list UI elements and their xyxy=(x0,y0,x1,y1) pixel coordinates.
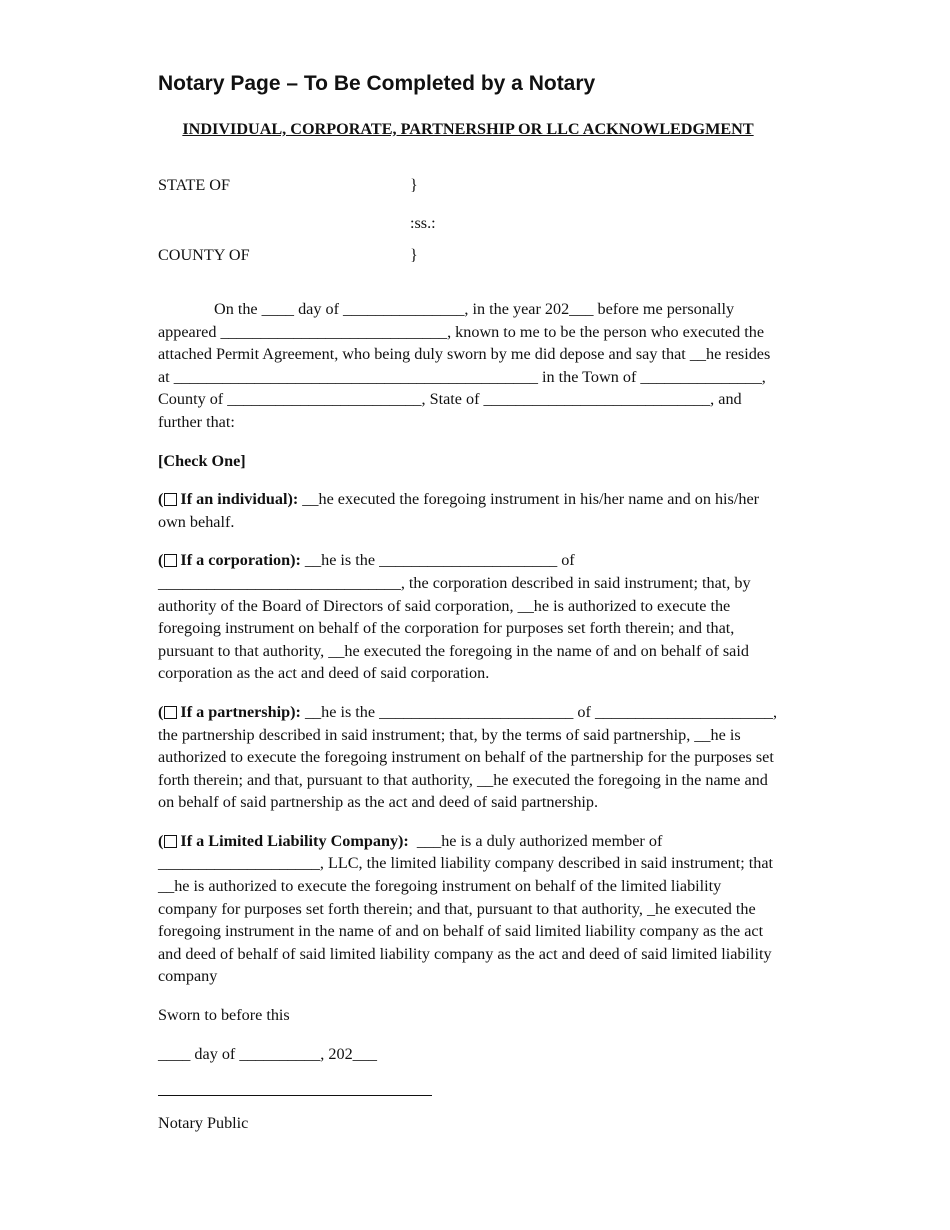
option-llc xyxy=(158,830,778,988)
option-individual-text: __he executed the foregoing instrument in his/her name and on his/her own behalf. xyxy=(158,490,760,531)
option-corporation-label: If a corporation): xyxy=(180,551,301,570)
sworn-label: Sworn to before this xyxy=(158,1006,290,1025)
option-individual-paren: ( xyxy=(158,490,164,509)
check-one-label: [Check One] xyxy=(158,451,246,470)
page-title: Notary Page – To Be Completed by a Notary xyxy=(158,72,596,95)
state-brace: } xyxy=(410,176,418,194)
intro-paragraph: On the ____ day of _______________, in the year 202___ before me personally appeared ____________________________, known to me to be the person who executed the attached Permit Agreement, who being duly sworn by me did depose and say that __he resides at _____________________________________________ in the Town of _______________, County of ________________________, State of ____________________________, and further that: xyxy=(158,300,771,431)
option-partnership-text: __he is the ________________________ of ______________________, the partnership described in said instrument; that, by the terms of said partnership, __he is authorized to execute the foregoing instrument on behalf of the partnership for the purposes set forth therein; and that, pursuant to that authority, __he executed the foregoing in the name and on behalf of said partnership as the act and deed of said partnership. xyxy=(158,702,778,812)
corporation-checkbox[interactable] xyxy=(164,554,177,567)
acknowledgment-heading: INDIVIDUAL, CORPORATE, PARTNERSHIP OR LLC ACKNOWLEDGMENT xyxy=(182,120,754,138)
option-corporation-paren: ( xyxy=(158,551,164,570)
county-brace: } xyxy=(410,246,418,264)
county-of-label: COUNTY OF xyxy=(158,246,250,264)
state-of-label: STATE OF xyxy=(158,176,231,194)
option-individual-label: If an individual): xyxy=(180,490,299,509)
option-corporation-text: __he is the ______________________ of ______________________________, the corporation described in said instrument; that, by authority of the Board of Directors of said corporation, __he is authorized to execute the foregoing instrument on behalf of the corporation for purposes set forth therein; and that, pursuant to that authority, __he executed the foregoing in the name of and on behalf of said corporation as the act and deed of said corporation. xyxy=(158,551,751,683)
notary-page xyxy=(158,70,778,1135)
option-llc-label: If a Limited Liability Company): xyxy=(180,831,409,850)
sworn-day-line: ____ day of __________, 202___ xyxy=(158,1044,377,1063)
option-partnership-label: If a partnership): xyxy=(180,702,301,721)
ss-label: :ss.: xyxy=(410,214,436,232)
notary-public-label: Notary Public xyxy=(158,1114,249,1133)
option-corporation xyxy=(158,549,778,685)
notary-signature-line xyxy=(158,1095,432,1096)
option-partnership xyxy=(158,701,778,814)
option-individual xyxy=(158,488,778,533)
llc-checkbox[interactable] xyxy=(164,835,177,848)
venue-block xyxy=(158,175,778,287)
individual-checkbox[interactable] xyxy=(164,493,177,506)
check-one-heading xyxy=(158,450,778,473)
option-partnership-paren: ( xyxy=(158,702,164,721)
partnership-checkbox[interactable] xyxy=(164,706,177,719)
option-llc-text: ___he is a duly authorized member of ____________________, LLC, the limited liability company described in said instrument; that __he is authorized to execute the foregoing instrument on behalf of the limited liability company for purposes set forth therein; and that, pursuant to that authority, _he executed the foregoing instrument in the name of and on behalf of said limited liability company as the act and deed of behalf of said limited liability company as the act and deed of said limited liability company xyxy=(158,831,774,986)
option-llc-paren: ( xyxy=(158,831,164,850)
